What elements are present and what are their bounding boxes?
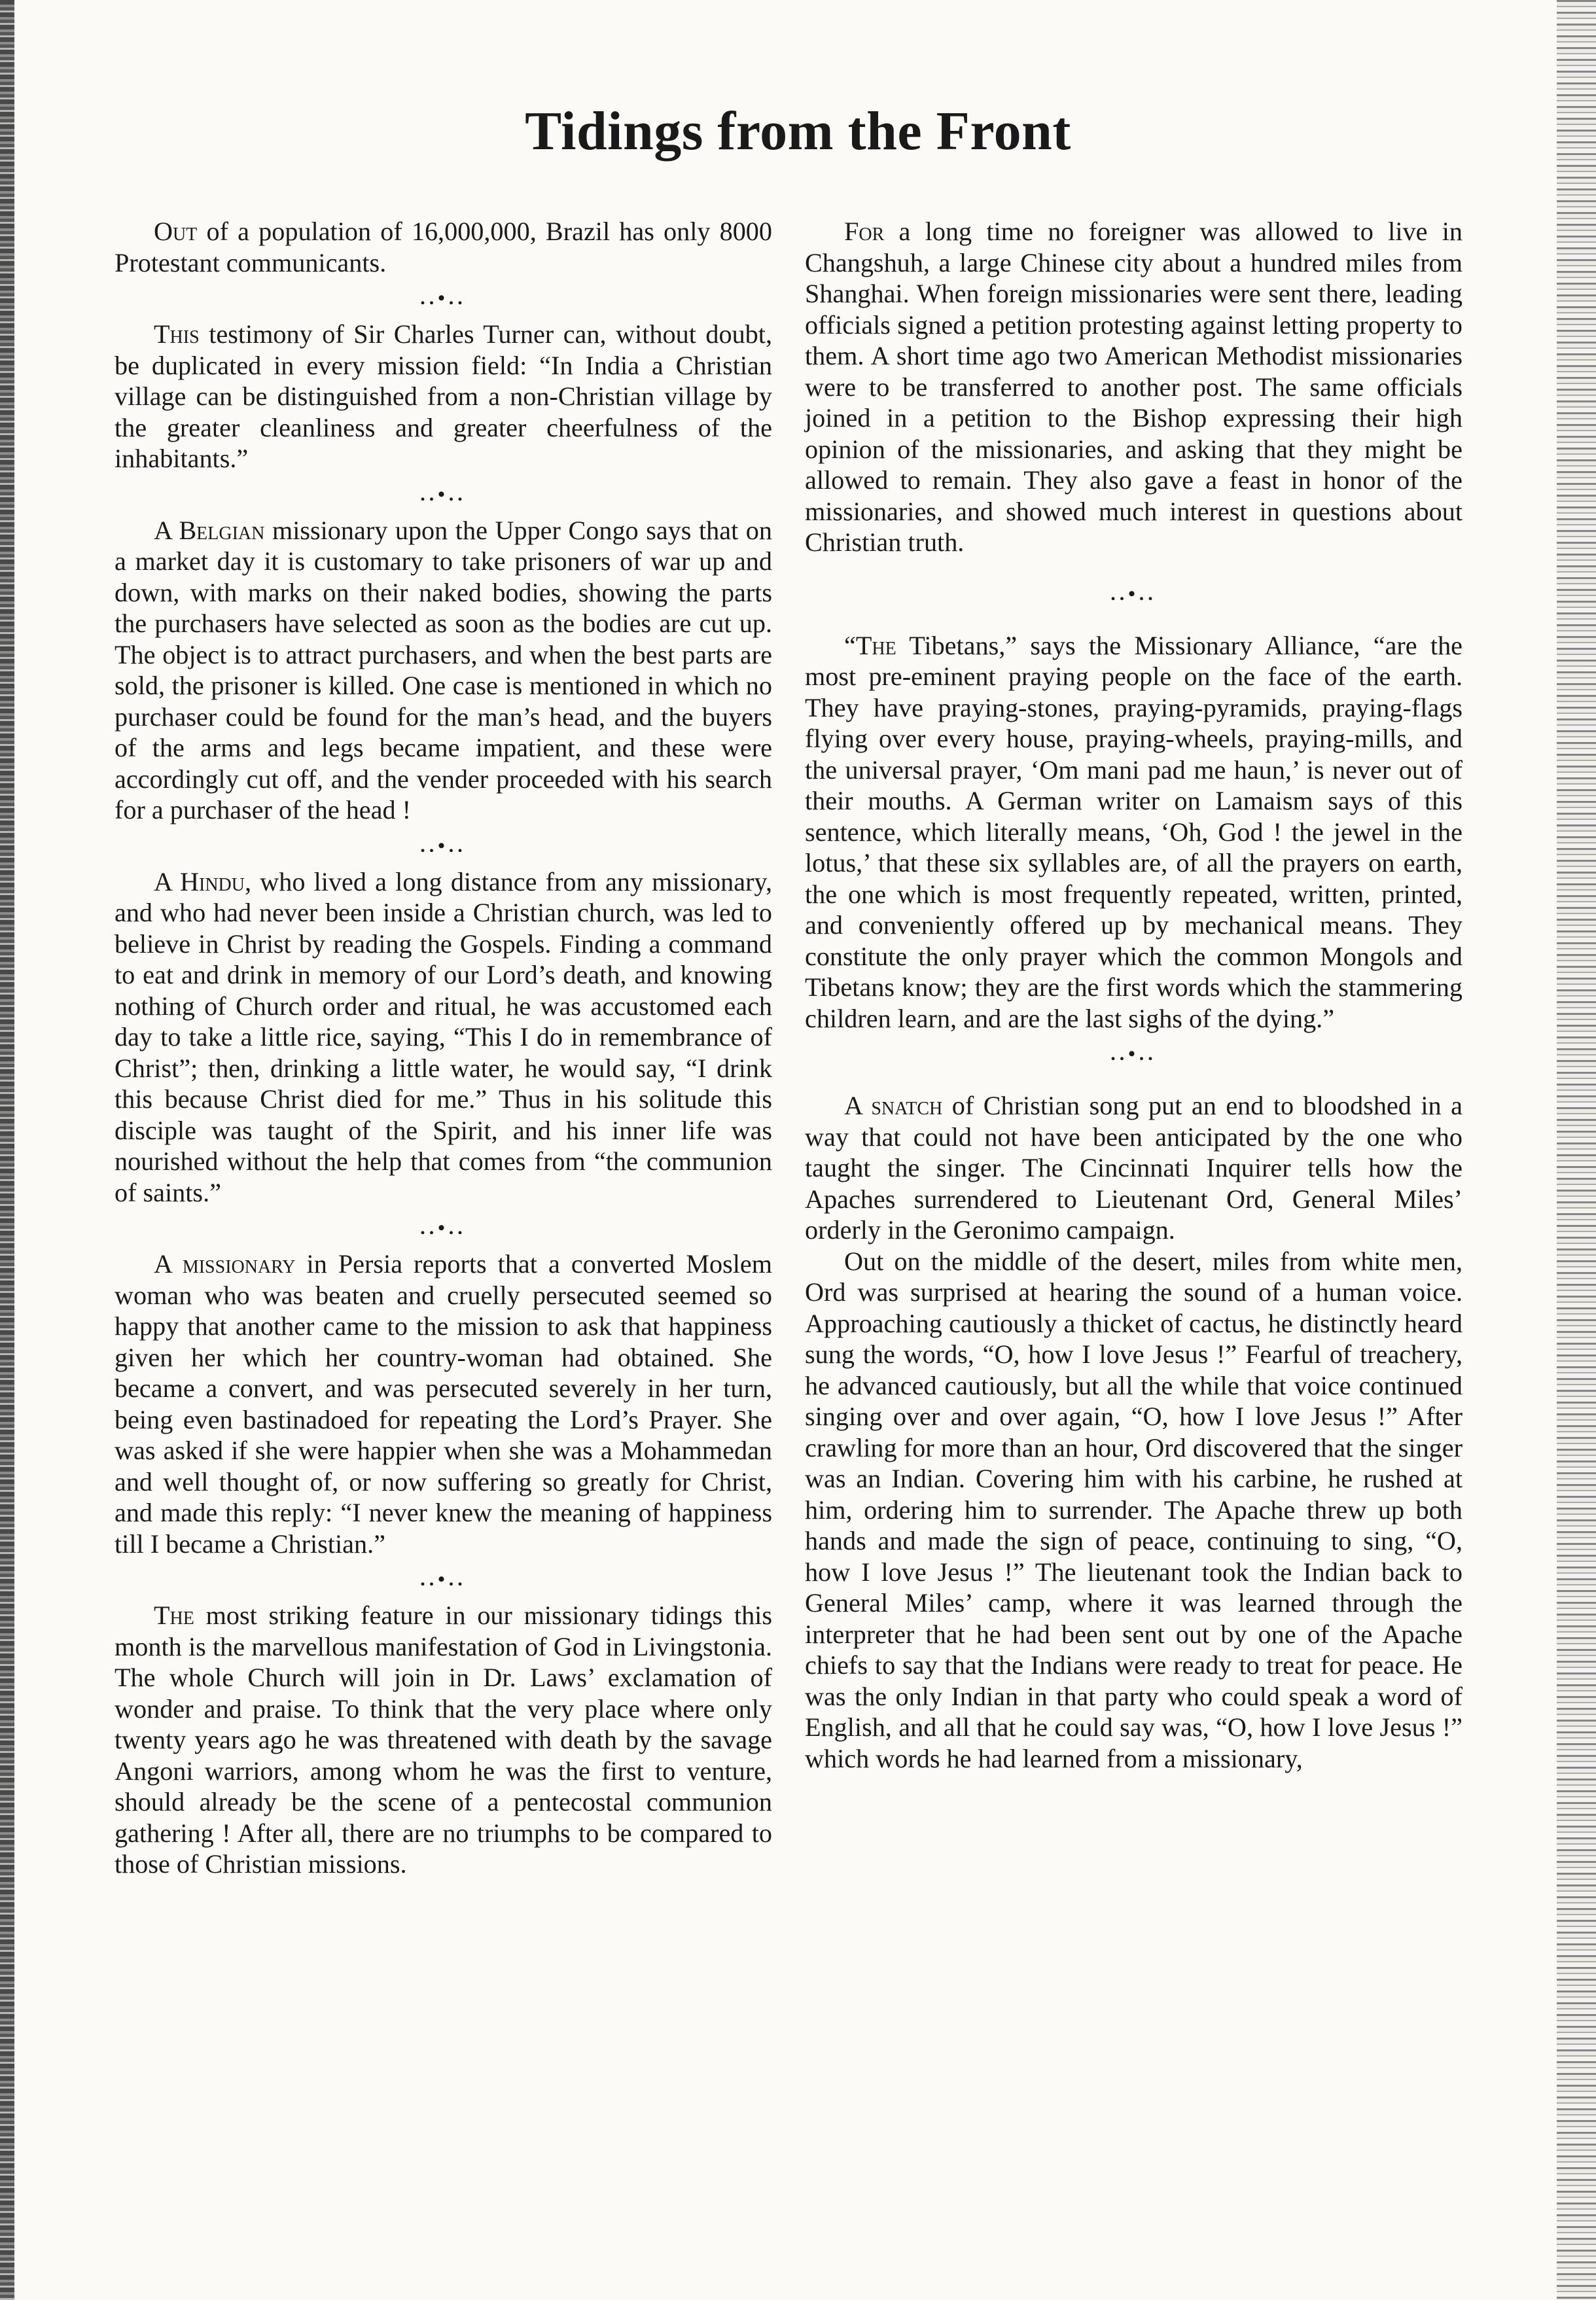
page-binding-edge xyxy=(0,0,14,2300)
section-separator: ..•.. xyxy=(1110,582,1157,605)
paragraph-india-village: This testimony of Sir Charles Turner can, without doubt, be duplicated in every mission field: “In India a Christian village can be distinguished from a non-Christian village by the greater cleanliness and greater cheerfulness of the inhabitants.” xyxy=(115,319,772,473)
paragraph-brazil: Out of a population of 16,000,000, Brazil has only 8000 Protestant communicants. xyxy=(115,217,772,277)
paragraph-tibetans: “The Tibetans,” says the Missionary Alliance, “are the most pre-eminent praying people on the face of the earth. They have praying-stones, praying-pyramids, praying-flags flying over every house, praying-wheels, praying-mills, and the universal prayer, ‘Om mani pad me haun,’ is never out of their mouths. A German writer on Lamaism says of this sentence, which literally means, ‘Oh, God ! the jewel in the lotus,’ that these six syllables are, of all the prayers on earth, the one which is most frequently repeated, written, printed, and conveniently offered up by mechanical means. They constitute the only prayer which the common Mongols and Tibetans know; they are the first words which the stammering children learn, and are the last sighs of the dying.” xyxy=(805,630,1463,1033)
page-title: Tidings from the Front xyxy=(525,101,1071,162)
paragraph-hindu: A Hindu, who lived a long distance from any missionary, and who had never been inside a Christian church, was led to believe in Christ by reading the Gospels. Finding a command to eat and drink in memory of our Lord’s death, and knowing nothing of Church order and ritual, he was accustomed each day to take a little rice, saying, “This I do in remembrance of Christ”; then, drinking a little water, he would say, “I drink this because Christ died for me.” Thus in his solitude this disciple was taught of the Spirit, and his inner life was nourished without the help that comes from “the communion of saints.” xyxy=(115,866,772,1207)
section-separator: ..•.. xyxy=(420,287,467,309)
paragraph-ord-apache: Out on the middle of the desert, miles from white men, Ord was surprised at hearing the sound of a human voice. Approaching cautiously a thicket of cactus, he distinctly heard sung the words, “O, how I love Jesus !” Fearful of treachery, he advanced cautiously, but all the while that voice continued singing over and over again, “O, how I love Jesus !” After crawling for more than an hour, Ord discovered that the singer was an Indian. Covering him with his carbine, he rushed at him, ordering him to surrender. The Apache threw up both hands and made the sign of peace, continuing to sing, “O, how I love Jesus !” The lieutenant took the Indian back to General Miles’ camp, where it was learned through the interpreter that he had been sent out by one of the Apache chiefs to say that the Indians were ready to treat for peace. He was the only Indian in that party who could speak a word of English, and all that he could say was, “O, how I love Jesus !” which words he had learned from a missionary, xyxy=(805,1246,1463,1773)
page-right-edge xyxy=(1557,0,1596,2300)
paragraph-christian-song: A snatch of Christian song put an end to bloodshed in a way that could not have been anticipated by the one who taught the singer. The Cincinnati Inquirer tells how the Apaches surrendered to Lieutenant Ord, General Miles’ orderly in the Geronimo campaign. xyxy=(805,1091,1463,1245)
section-separator: ..•.. xyxy=(420,1568,467,1590)
paragraph-persia: A missionary in Persia reports that a converted Moslem woman who was beaten and cruelly persecuted seemed so happy that another came to the mission to ask that happiness given her which her country-woman had obtained. She became a convert, and was persecuted severely in her turn, being even bastinadoed for repeating the Lord’s Prayer. She was asked if she were happier when she was a Mohammedan and well thought of, or now suffering so greatly for Christ, and made this reply: “I never knew the meaning of happiness till I became a Christian.” xyxy=(115,1249,772,1559)
right-column xyxy=(805,216,1463,1774)
paragraph-belgian-congo: A Belgian missionary upon the Upper Congo says that on a market day it is customary to take prisoners of war up and down, with marks on their naked bodies, showing the parts the purchasers have selected as soon as the bodies are cut up. The object is to attract purchasers, and when the best parts are sold, the prisoner is killed. One case is mentioned in which no purchaser could be found for the man’s head, and the buyers of the arms and legs became impatient, and these were accordingly cut off, and the vender proceeded with his search for a purchaser of the head ! xyxy=(115,515,772,824)
section-separator: ..•.. xyxy=(420,483,467,505)
paragraph-livingstonia: The most striking feature in our missionary tidings this month is the marvellous manifestation of God in Livingstonia. The whole Church will join in Dr. Laws’ exclamation of wonder and praise. To think that the very place where only twenty years ago he was threatened with death by the savage Angoni warriors, among whom he was the first to venture, should already be the scene of a pentecostal communion gathering ! After all, there are no triumphs to be compared to those of Christian missions. xyxy=(115,1601,772,1879)
paragraph-changshuh: For a long time no foreigner was allowed to live in Changshuh, a large Chinese city about a hundred miles from Shanghai. When foreign missionaries were sent there, leading officials signed a petition protesting against letting property to them. A short time ago two American Methodist missionaries were to be transferred to another post. The same officials joined in a petition to the Bishop expressing their high opinion of the missionaries, and asking that they might be allowed to remain. They also gave a feast in honor of the missionaries, and showed much interest in questions about Christian truth. xyxy=(805,217,1463,557)
left-column xyxy=(115,216,772,1880)
section-separator: ..•.. xyxy=(420,834,467,857)
section-separator: ..•.. xyxy=(1110,1043,1157,1065)
section-separator: ..•.. xyxy=(420,1217,467,1239)
